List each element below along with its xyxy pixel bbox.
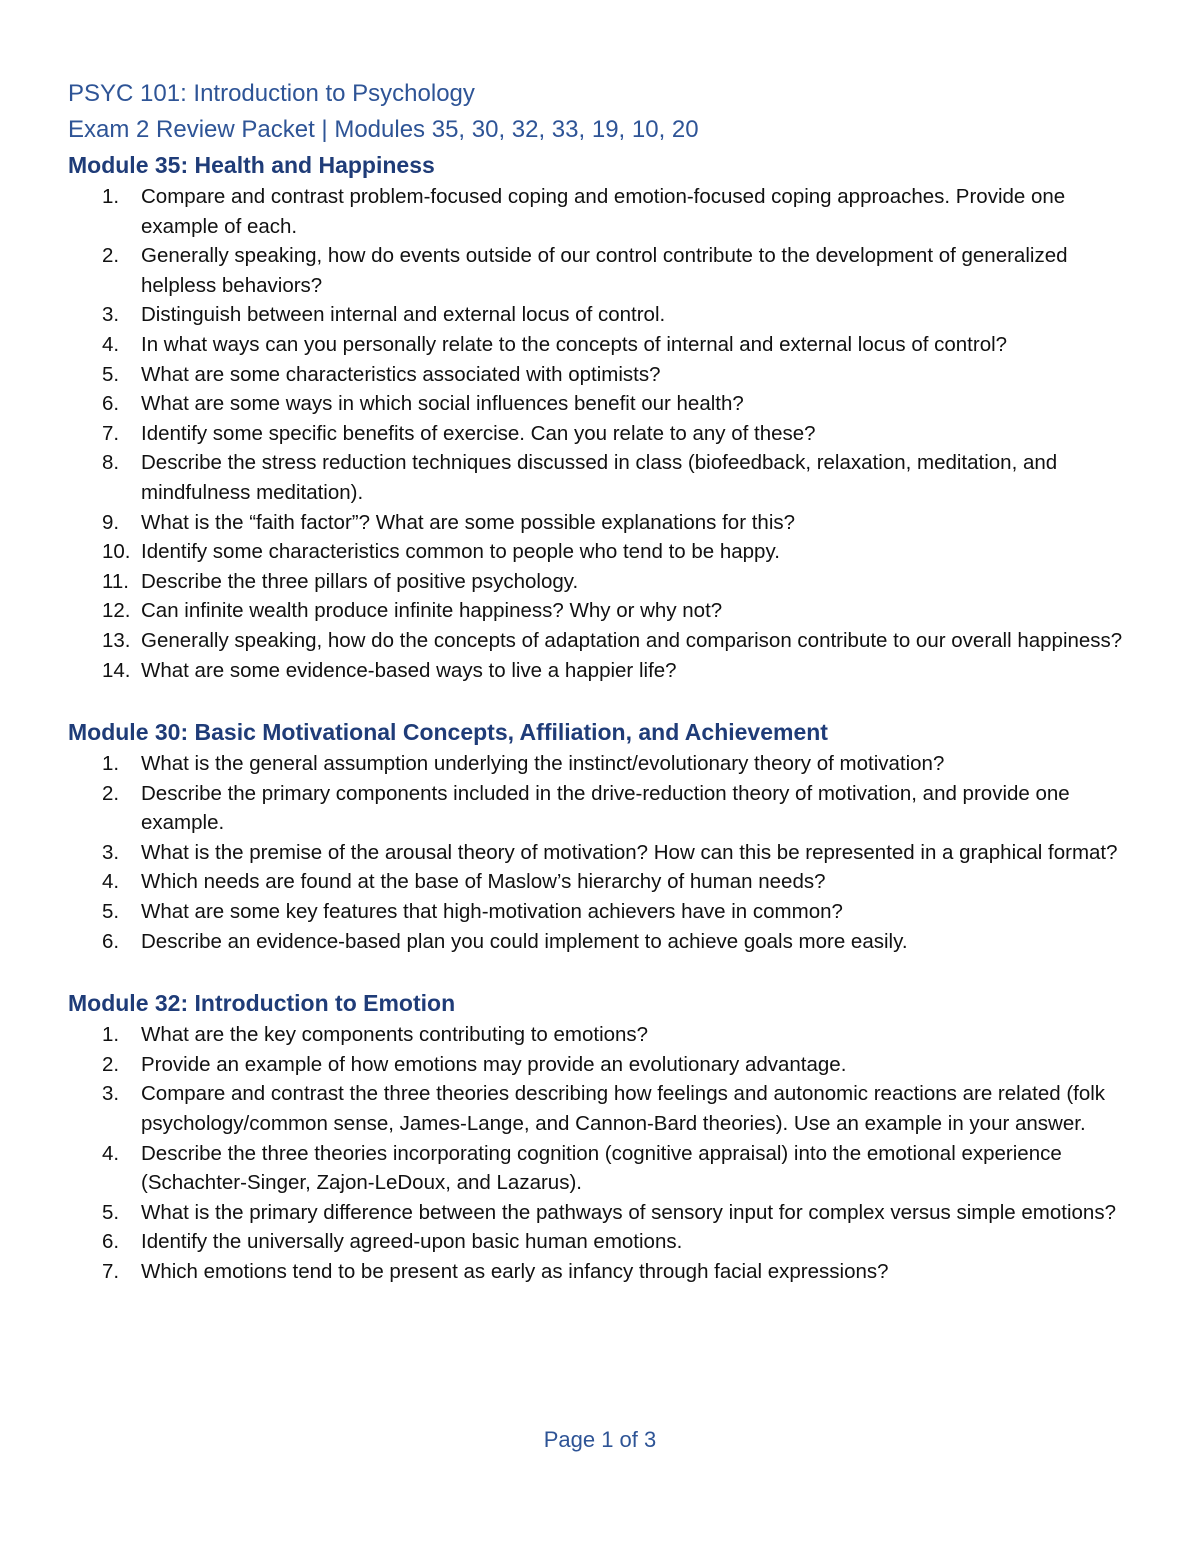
question-text: Generally speaking, how do the concepts of adaptation and comparison contribute to our overall happiness? — [141, 628, 1123, 652]
question-item — [68, 779, 1138, 838]
question-number: 1. — [102, 185, 120, 208]
question-number: 2. — [102, 1052, 120, 1076]
question-text: Compare and contrast the three theories describing how feelings and autonomic reactions are related (folk psychology/common sense, James-Lange, and Cannon-Bard theories). Use an example in your answer. — [141, 1082, 1106, 1136]
question-number: 6. — [102, 1230, 120, 1254]
module-32-section — [68, 986, 1138, 1286]
question-item — [68, 1257, 1138, 1287]
question-item — [68, 448, 1138, 507]
question-item — [68, 419, 1138, 449]
question-number: 2. — [102, 781, 120, 805]
question-item — [68, 567, 1138, 597]
question-item — [68, 537, 1138, 567]
question-item — [68, 508, 1138, 538]
question-item — [68, 1198, 1138, 1228]
question-text: Provide an example of how emotions may provide an evolutionary advantage. — [141, 1052, 847, 1076]
question-item — [68, 1050, 1138, 1080]
question-number: 5. — [102, 1200, 120, 1224]
question-item — [68, 182, 1138, 241]
question-text: Identify some characteristics common to people who tend to be happy. — [141, 540, 780, 564]
question-item — [68, 897, 1138, 927]
question-text: Describe the stress reduction techniques discussed in class (biofeedback, relaxation, meditation, and mindfulness meditation). — [141, 451, 1058, 504]
question-number: 14. — [102, 658, 131, 682]
question-text: Describe the primary components included in the drive-reduction theory of motivation, and provide one example. — [141, 781, 1070, 835]
question-item — [68, 1227, 1138, 1257]
question-item — [68, 389, 1138, 419]
question-list — [68, 1020, 1138, 1286]
question-text: Which emotions tend to be present as early as infancy through facial expressions? — [141, 1260, 889, 1283]
module-title: Module 35: Health and Happiness — [68, 152, 435, 178]
question-number: 12. — [102, 599, 131, 623]
question-number: 1. — [102, 752, 120, 776]
module-title: Module 30: Basic Motivational Concepts, Affiliation, and Achievement — [68, 719, 828, 746]
question-text: What are some evidence-based ways to live a happier life? — [141, 658, 677, 682]
question-text: Describe the three pillars of positive psychology. — [141, 569, 579, 593]
question-item — [68, 1020, 1138, 1050]
question-number: 3. — [102, 1082, 120, 1106]
question-number: 8. — [102, 451, 120, 475]
question-text: Which needs are found at the base of Maslow’s hierarchy of human needs? — [141, 870, 826, 894]
question-text: What is the “faith factor”? What are some possible explanations for this? — [141, 510, 796, 534]
question-item — [68, 749, 1138, 779]
question-text: Identify the universally agreed-upon basic human emotions. — [141, 1230, 683, 1254]
question-number: 5. — [102, 900, 120, 924]
question-item — [68, 867, 1138, 897]
question-item — [68, 241, 1138, 300]
question-number: 9. — [102, 510, 120, 534]
module-30-section — [68, 715, 1138, 956]
question-number: 7. — [102, 421, 120, 445]
question-number: 7. — [102, 1260, 120, 1283]
question-item — [68, 626, 1138, 656]
course-title: PSYC 101: Introduction to Psychology — [68, 80, 475, 107]
question-text: What is the premise of the arousal theory of motivation? How can this be represented in a graphical format? — [141, 840, 1118, 864]
question-number: 11. — [102, 569, 129, 593]
question-number: 5. — [102, 362, 120, 386]
question-number: 2. — [102, 244, 120, 268]
question-text: What are some key features that high-motivation achievers have in common? — [141, 900, 843, 924]
document-page — [68, 76, 1138, 1287]
packet-subtitle: Exam 2 Review Packet | Modules 35, 30, 32, 33, 19, 10, 20 — [68, 116, 699, 143]
question-number: 10. — [102, 540, 131, 564]
question-text: In what ways can you personally relate to the concepts of internal and external locus of control? — [141, 332, 1008, 356]
question-text: What are some characteristics associated with optimists? — [141, 362, 661, 386]
question-text: Generally speaking, how do events outside of our control contribute to the development of generalized helpless behaviors? — [141, 244, 1068, 297]
module-title: Module 32: Introduction to Emotion — [68, 990, 456, 1017]
question-text: Distinguish between internal and external locus of control. — [141, 303, 666, 327]
question-item — [68, 596, 1138, 626]
question-number: 1. — [102, 1023, 120, 1047]
question-text: What are some ways in which social influences benefit our health? — [141, 392, 744, 416]
question-item — [68, 838, 1138, 868]
question-item — [68, 360, 1138, 390]
question-number: 4. — [102, 870, 120, 894]
question-text: What is the general assumption underlying the instinct/evolutionary theory of motivation? — [141, 752, 945, 776]
question-text: Identify some specific benefits of exercise. Can you relate to any of these? — [141, 421, 816, 445]
question-number: 3. — [102, 303, 120, 327]
question-item — [68, 656, 1138, 686]
question-text: What is the primary difference between the pathways of sensory input for complex versus simple emotions? — [141, 1200, 1116, 1224]
question-number: 6. — [102, 929, 120, 953]
question-number: 6. — [102, 392, 120, 416]
module-35-section — [68, 148, 1138, 685]
question-item — [68, 300, 1138, 330]
question-text: What are the key components contributing to emotions? — [141, 1023, 649, 1047]
question-item — [68, 927, 1138, 957]
question-number: 4. — [102, 332, 120, 356]
question-item — [68, 1079, 1138, 1138]
question-list — [68, 182, 1138, 685]
question-number: 3. — [102, 840, 120, 864]
question-text: Compare and contrast problem-focused coping and emotion-focused coping approaches. Provide one example of each. — [141, 185, 1066, 238]
question-text: Can infinite wealth produce infinite happiness? Why or why not? — [141, 599, 723, 623]
question-text: Describe an evidence-based plan you could implement to achieve goals more easily. — [141, 929, 908, 953]
page-number-footer: Page 1 of 3 — [543, 1427, 657, 1452]
question-number: 4. — [102, 1141, 120, 1165]
question-item — [68, 1139, 1138, 1198]
question-text: Describe the three theories incorporating cognition (cognitive appraisal) into the emotional experience (Schachter-Singer, Zajon-LeDoux, and Lazarus). — [141, 1141, 1062, 1195]
question-list — [68, 749, 1138, 956]
question-number: 13. — [102, 628, 131, 652]
question-item — [68, 330, 1138, 360]
